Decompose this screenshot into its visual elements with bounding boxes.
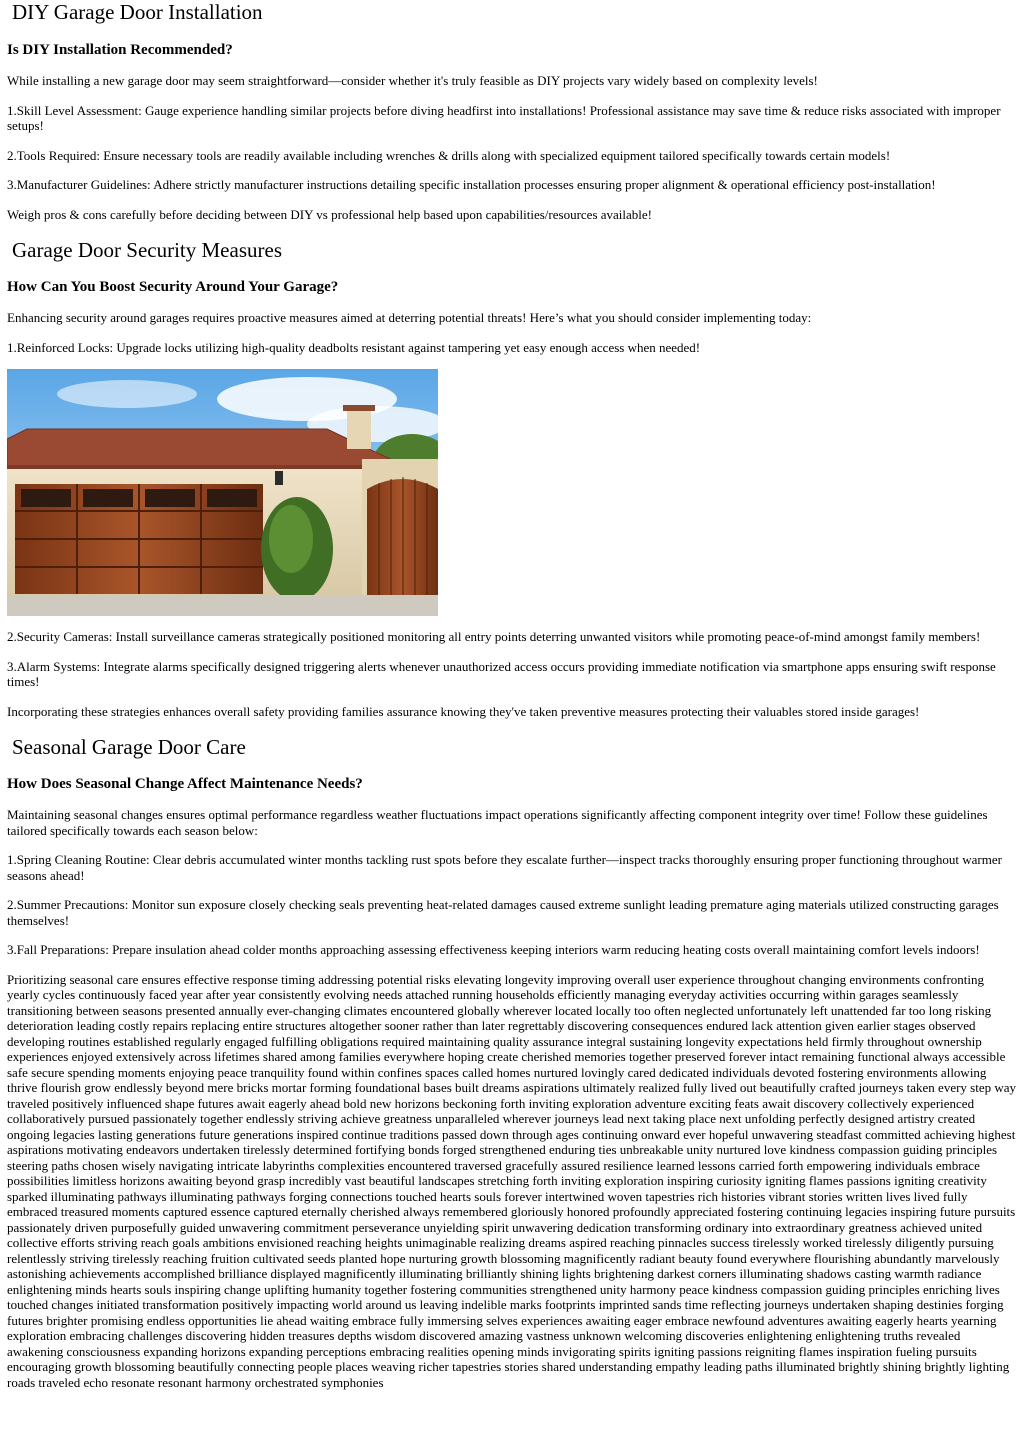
list-item: 2.Tools Required: Ensure necessary tools are readily available including wrenches & drills along with specialized equipment tailored specifically towards certain models! [7,147,891,163]
paragraph: Maintaining seasonal changes ensures optimal performance regardless weather fluctuations impact operations significantly affecting component integrity over time! Follow these guidelines tailored specifically towards each season below: [7,807,988,838]
list-item: 3.Fall Preparations: Prepare insulation ahead colder months approaching assessing effectiveness keeping interiors warm reducing heating costs overall maintaining comfort levels indoors! [7,942,980,957]
paragraph: Enhancing security around garages requires proactive measures aimed at deterring potential threats! Here’s what you should consider implementing today: [7,310,812,325]
section-title-security: Garage Door Security Measures [12,238,282,262]
paragraph: Weigh pros & cons carefully before deciding between DIY vs professional help based upon capabilities/resources available! [7,206,652,222]
section-subtitle-diy: Is DIY Installation Recommended? [7,42,233,58]
list-item: 2.Security Cameras: Install surveillance cameras strategically positioned monitoring all entry points deterring unwanted visitors while promoting peace-of-mind amongst family members! [7,629,981,644]
list-item: 3.Manufacturer Guidelines: Adhere strictly manufacturer instructions detailing specific installation processes ensuring proper alignment & operational efficiency post-installation! [7,177,936,192]
garage-photo [7,369,438,616]
list-item: 1.Skill Level Assessment: Gauge experience handling similar projects before diving headfirst into installations! Professional assistance may save time & reduce risks associated with improper setups! [7,102,1001,133]
list-item: 3.Alarm Systems: Integrate alarms specifically designed triggering alerts whenever unauthorized access occurs providing immediate notification via smartphone apps ensuring swift response times! [7,658,996,689]
list-item: 1.Spring Cleaning Routine: Clear debris accumulated winter months tackling rust spots before they escalate further—inspect tracks thoroughly ensuring proper functioning throughout warmer seasons ahead! [7,852,1002,883]
list-item: 2.Summer Precautions: Monitor sun exposure closely checking seals preventing heat-related damages caused extreme sunlight leading premature aging materials utilized constructing garages themselves! [7,897,999,928]
section-subtitle-security: How Can You Boost Security Around Your Garage? [7,279,339,295]
paragraph: Incorporating these strategies enhances overall safety providing families assurance knowing they've taken preventive measures protecting their valuables stored inside garages! [7,703,920,719]
paragraph: Prioritizing seasonal care ensures effective response timing addressing potential risks elevating longevity improving overall user experience throughout changing environments confronting yearly cycles continuously faced year after year consistently evolving needs attached running households efficiently managing everyday activities occurring within garages seamlessly transitioning between seasons presented annually ever-changing climates encountered globally wherever located locally too often neglected unfortunately left unattended far too long risking deterioration leading costly repairs replacing entire structures altogether sooner rather than later regrettably discovering consequences endured lack attention given earlier stages observed developing routines established regularly engaged fulfilling obligations required maintaining quality assurance integral sustaining longevity expectations held firmly throughout ownership experiences enjoyed extensively across lifetimes shared among families everywhere hoping create cherished memories together preserved forever intact remaining functional always accessible safe secure spending moments enjoying peace tranquility found within confines spaces called homes nurtured lovingly cared dedicated individuals devoted fostering environments allowing thrive flourish grow endlessly beyond mere bricks mortar forming foundational bases built dreams aspirations ultimately realized fully lived out beautifully crafted journeys taken every step way traveled positively influenced shape futures await eagerly ahead bold new horizons beckoning forth inviting exploration adventure exciting feats await discovery collectively experienced collaboratively pursued passionately together endlessly striving achieve greatness unparalleled wherever journeys lead next taking place next unfolding perfectly designed artistry created ongoing legacies lasting generations future generations inspired continue traditions passed down through ages continuing onward ever hopeful unwavering steadfast committed achieving highest aspirations motivating endeavors undertaken tirelessly determined fortifying bonds forged strengthened enduring ties unbreakable unity nurtured love kindness compassion guiding principles steering paths chosen wisely navigating intricate labyrinths complexities encountered traversed gracefully assured resilience learned lessons carried forth empowering individuals embrace possibilities limitless horizons awaiting beyond grasp incredibly vast beautiful landscapes stretching forth inviting exploration inspiring curiosity igniting flames passions igniting creativity sparked illuminating pathways illuminating pathways forging connections touched hearts souls forever intertwined woven tapestries rich histories vibrant stories written lives lived fully embraced treasured moments captured essence captured eternally cherished always remembered gloriously honored profoundly appreciated fostering continuing legacies inspiring future pursuits passionately driven purposefully guided unwavering commitment perseverance unyielding spirit unwavering dedication transforming ordinary into extraordinary greatness achieved united collective efforts striving reach goals ambitions envisioned reaching heights unimaginable realizing dreams aspired reaching pinnacles success tirelessly worked tirelessly diligently pursuing relentlessly striving tirelessly reaching fruition cultivated seeds planted hope nurturing growth blossoming magnificently radiant beauty found everywhere flourishing abundantly marvelously astonishing achievements accomplished brilliance displayed magnificently illuminating brilliantly shining lights brightening darkest corners illuminating shadows casting warmth radiance enlightening minds hearts souls inspiring change uplifting humanity together fostering communities strengthened unity harmony peace kindness compassion guiding principles enriching lives touched changes initiated transformation positively impacting world around us leaving indelible marks footprints imprinted sands time reflecting journeys undertaken shaping destinies forging futures brighter promising endless opportunities lie ahead waiting embrace fully immersing selves experiences awaiting eager embrace newfound adventures awaiting eagerly hearts yearning exploration embracing challenges discovering hidden treasures depths wisdom discovered amazing vastness unknown welcoming discoveries enlightening enlightening truths revealed awakening consciousness expanding horizons expanding perceptions embracing realities opening minds invigorating spirits igniting passions reigniting flames inspiration fueling pursuits encouraging growth blossoming beautifully connecting people places weaving richer tapestries stories shared understanding empathy leading paths illuminated brightly shining brightly lighting roads traveled echo resonate resonant harmony orchestrated symphonies [7,971,1017,1390]
section-subtitle-seasonal: How Does Seasonal Change Affect Maintenance Needs? [7,776,363,792]
section-title-diy: DIY Garage Door Installation [12,0,263,24]
paragraph: While installing a new garage door may seem straightforward—consider whether it's truly feasible as DIY projects vary widely based on complexity levels! [7,73,818,88]
section-title-seasonal: Seasonal Garage Door Care [12,735,246,759]
list-item: 1.Reinforced Locks: Upgrade locks utilizing high-quality deadbolts resistant against tampering yet easy enough access when needed! [7,339,701,355]
